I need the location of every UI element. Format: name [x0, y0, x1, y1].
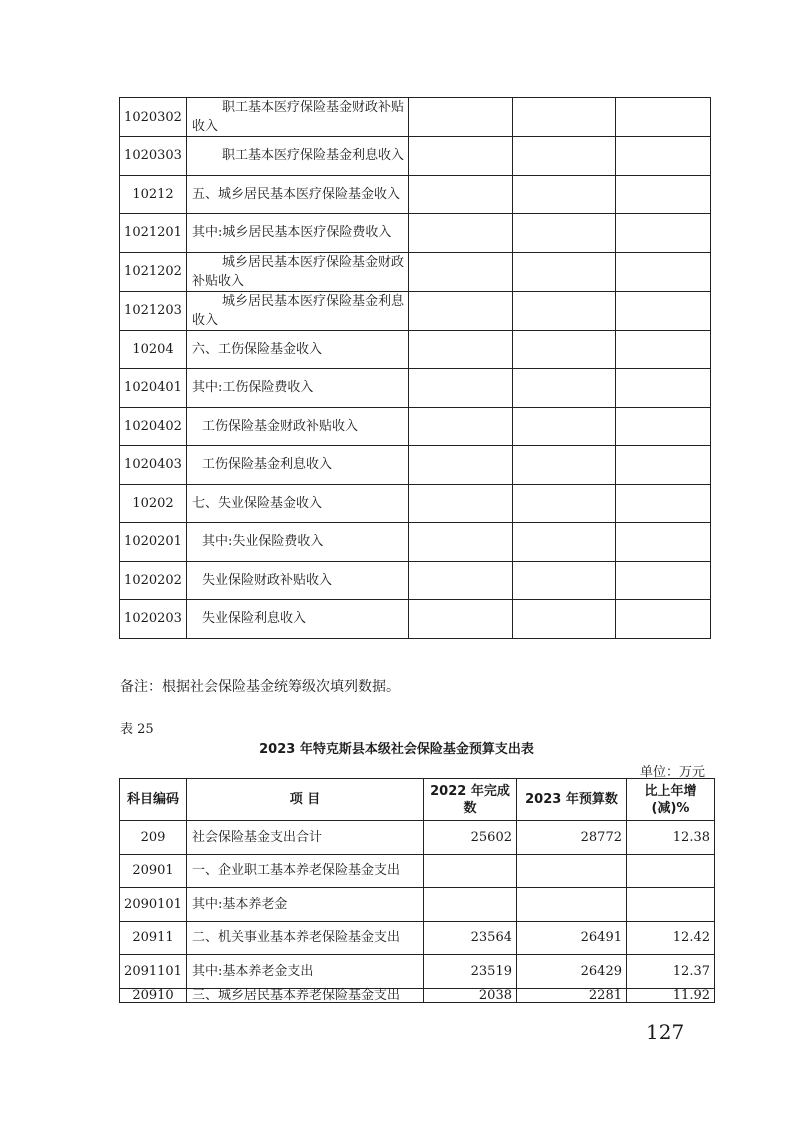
change-percent-cell: 12.38	[627, 821, 715, 855]
item-name-text: 城乡居民基本医疗保险基金财政补贴收入	[192, 254, 405, 289]
subject-code-cell: 2090101	[120, 888, 187, 922]
item-name-cell: 失业保险利息收入	[187, 600, 409, 639]
item-name-cell: 其中:工伤保险费收入	[187, 369, 409, 408]
value-cell	[616, 561, 711, 600]
subject-code-cell: 1020402	[120, 407, 187, 446]
value-cell	[513, 446, 616, 485]
subject-code-cell: 10212	[120, 175, 187, 214]
value-cell	[409, 446, 513, 485]
value-cell	[616, 252, 711, 291]
value-cell	[616, 214, 711, 253]
table-row	[120, 561, 711, 600]
change-percent-cell: 11.92	[627, 988, 715, 1002]
value-cell	[513, 330, 616, 369]
subject-code-cell: 1020302	[120, 98, 187, 137]
budget-2023-cell: 2281	[517, 988, 627, 1002]
subject-code-cell: 1020401	[120, 369, 187, 408]
unit-label: 单位：万元	[640, 765, 706, 780]
expenditure-table	[119, 778, 715, 1003]
change-percent-cell: 12.37	[627, 955, 715, 989]
subject-code-cell: 20901	[120, 854, 187, 888]
change-percent-cell: 12.42	[627, 921, 715, 955]
item-name-cell: 六、工伤保险基金收入	[187, 330, 409, 369]
value-cell	[513, 523, 616, 562]
value-cell	[409, 369, 513, 408]
table-row	[120, 484, 711, 523]
value-cell	[409, 561, 513, 600]
page-number: 127	[646, 1020, 685, 1044]
item-name-cell: 其中:基本养老金	[187, 888, 424, 922]
table-row	[120, 175, 711, 214]
item-name-cell: 七、失业保险基金收入	[187, 484, 409, 523]
table-row	[120, 600, 711, 639]
table-row	[120, 821, 715, 855]
value-cell	[616, 484, 711, 523]
done-2022-cell: 23519	[424, 955, 517, 989]
expenditure-table-body	[120, 821, 715, 1003]
income-table-body	[120, 98, 711, 639]
table-row	[120, 252, 711, 291]
value-cell	[513, 369, 616, 408]
subject-code-cell: 1020202	[120, 561, 187, 600]
value-cell	[409, 484, 513, 523]
subject-code-cell: 1021201	[120, 214, 187, 253]
value-cell	[409, 214, 513, 253]
table-row	[120, 291, 711, 330]
value-cell	[513, 214, 616, 253]
header-change-percent: 比上年增(减)%	[627, 779, 715, 821]
header-item: 项 目	[187, 779, 424, 821]
value-cell	[409, 98, 513, 137]
value-cell	[409, 330, 513, 369]
subject-code-cell: 1020303	[120, 137, 187, 176]
table-row	[120, 446, 711, 485]
item-name-cell: 三、城乡居民基本养老保险基金支出	[187, 988, 424, 1002]
subject-code-cell: 20910	[120, 988, 187, 1002]
value-cell	[409, 523, 513, 562]
value-cell	[513, 484, 616, 523]
subject-code-cell: 10204	[120, 330, 187, 369]
item-name-cell	[187, 252, 409, 291]
value-cell	[409, 600, 513, 639]
value-cell	[616, 330, 711, 369]
table-row	[120, 888, 715, 922]
item-name-cell	[187, 137, 409, 176]
item-name-cell: 其中:基本养老金支出	[187, 955, 424, 989]
subject-code-cell: 2091101	[120, 955, 187, 989]
table-row	[120, 921, 715, 955]
value-cell	[616, 369, 711, 408]
table-row	[120, 98, 711, 137]
subject-code-cell: 1020203	[120, 600, 187, 639]
value-cell	[616, 523, 711, 562]
table-row	[120, 988, 715, 1002]
value-cell	[513, 600, 616, 639]
done-2022-cell: 2038	[424, 988, 517, 1002]
value-cell	[513, 407, 616, 446]
value-cell	[409, 252, 513, 291]
item-name-cell	[187, 291, 409, 330]
done-2022-cell: 23564	[424, 921, 517, 955]
budget-2023-cell	[517, 854, 627, 888]
subject-code-cell: 10202	[120, 484, 187, 523]
value-cell	[409, 175, 513, 214]
item-name-cell: 五、城乡居民基本医疗保险基金收入	[187, 175, 409, 214]
item-name-cell: 社会保险基金支出合计	[187, 821, 424, 855]
item-name-text: 城乡居民基本医疗保险基金利息收入	[192, 293, 405, 328]
done-2022-cell	[424, 854, 517, 888]
table-row	[120, 955, 715, 989]
value-cell	[513, 561, 616, 600]
value-cell	[616, 407, 711, 446]
budget-2023-cell	[517, 888, 627, 922]
value-cell	[616, 98, 711, 137]
header-2022-done: 2022 年完成数	[424, 779, 517, 821]
subject-code-cell: 1020201	[120, 523, 187, 562]
budget-2023-cell: 28772	[517, 821, 627, 855]
table-row	[120, 854, 715, 888]
table-row	[120, 137, 711, 176]
value-cell	[513, 137, 616, 176]
header-code: 科目编码	[120, 779, 187, 821]
value-cell	[616, 137, 711, 176]
income-table	[119, 97, 711, 639]
table-number: 表 25	[120, 722, 154, 737]
item-name-text: 职工基本医疗保险基金利息收入	[222, 148, 405, 164]
table-row	[120, 214, 711, 253]
value-cell	[616, 291, 711, 330]
done-2022-cell: 25602	[424, 821, 517, 855]
change-percent-cell	[627, 888, 715, 922]
item-name-cell: 一、企业职工基本养老保险基金支出	[187, 854, 424, 888]
value-cell	[409, 291, 513, 330]
value-cell	[513, 98, 616, 137]
table-row	[120, 523, 711, 562]
subject-code-cell: 20911	[120, 921, 187, 955]
item-name-cell: 二、机关事业基本养老保险基金支出	[187, 921, 424, 955]
budget-2023-cell: 26491	[517, 921, 627, 955]
item-name-cell: 工伤保险基金利息收入	[187, 446, 409, 485]
value-cell	[616, 175, 711, 214]
item-name-text: 职工基本医疗保险基金财政补贴收入	[192, 100, 405, 134]
table-row	[120, 330, 711, 369]
value-cell	[409, 137, 513, 176]
table-row	[120, 369, 711, 408]
table-row	[120, 407, 711, 446]
table-title: 2023 年特克斯县本级社会保险基金预算支出表	[259, 742, 534, 757]
header-2023-budget: 2023 年预算数	[517, 779, 627, 821]
change-percent-cell	[627, 854, 715, 888]
done-2022-cell	[424, 888, 517, 922]
value-cell	[616, 446, 711, 485]
item-name-cell	[187, 98, 409, 137]
subject-code-cell: 1021202	[120, 252, 187, 291]
footnote: 备注：根据社会保险基金统筹级次填列数据。	[120, 679, 400, 695]
item-name-cell: 其中:城乡居民基本医疗保险费收入	[187, 214, 409, 253]
subject-code-cell: 1021203	[120, 291, 187, 330]
subject-code-cell: 1020403	[120, 446, 187, 485]
item-name-cell: 失业保险财政补贴收入	[187, 561, 409, 600]
value-cell	[616, 600, 711, 639]
header-row	[120, 779, 715, 821]
item-name-cell: 工伤保险基金财政补贴收入	[187, 407, 409, 446]
subject-code-cell: 209	[120, 821, 187, 855]
item-name-cell: 其中:失业保险费收入	[187, 523, 409, 562]
value-cell	[409, 407, 513, 446]
value-cell	[513, 252, 616, 291]
budget-2023-cell: 26429	[517, 955, 627, 989]
value-cell	[513, 291, 616, 330]
value-cell	[513, 175, 616, 214]
